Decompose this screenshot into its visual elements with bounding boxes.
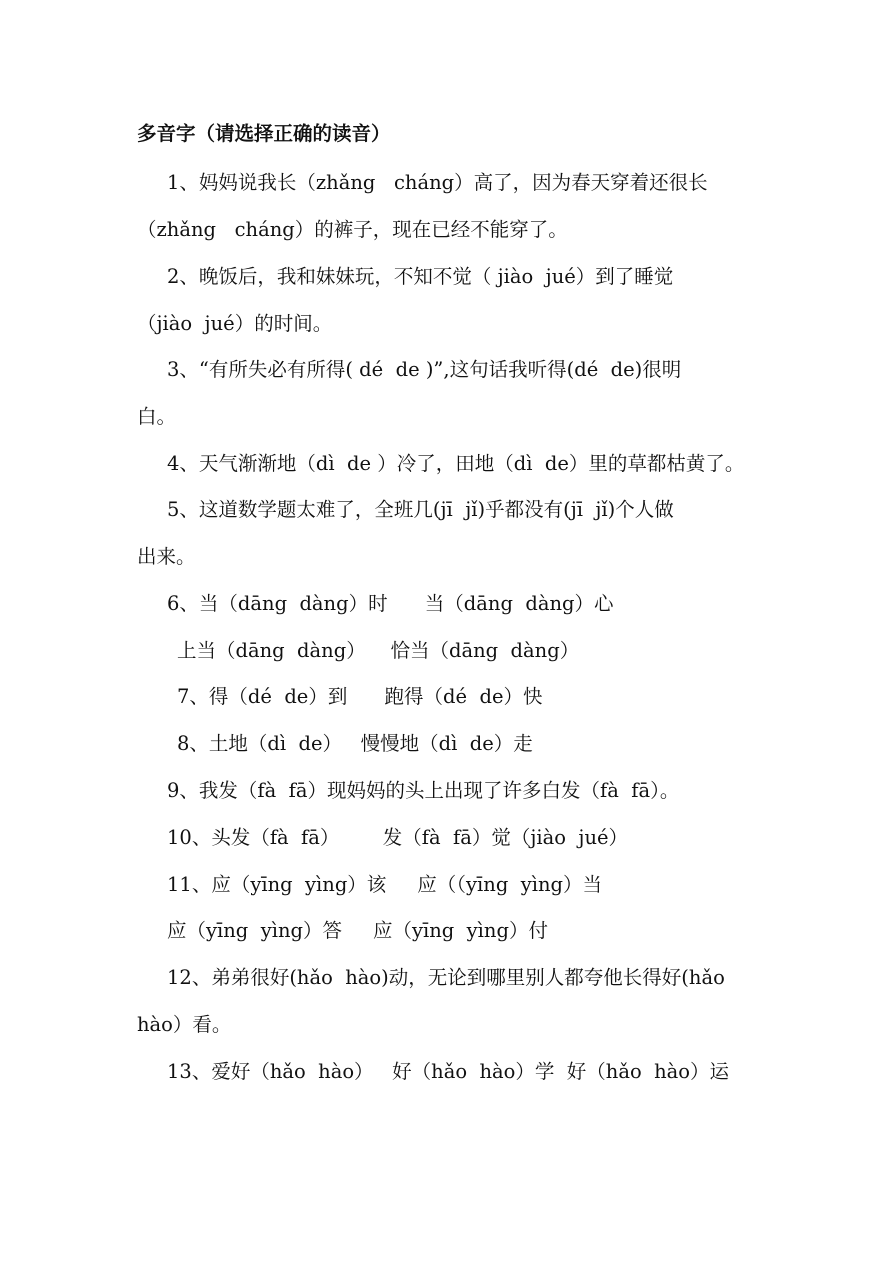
text-line: 8、土地（dì de） 慢慢地（dì de）走	[177, 732, 533, 755]
text-line: 1、妈妈说我长（zhǎng cháng）高了，因为春天穿着还很长	[167, 171, 708, 194]
text-line: 13、爱好（hǎo hào） 好（hǎo hào）学 好（hǎo hào）运	[167, 1060, 730, 1083]
text-line: 2、晚饭后，我和妹妹玩，不知不觉（ jiào jué）到了睡觉	[167, 265, 674, 288]
page-title: 多音字（请选择正确的读音）	[137, 122, 391, 145]
text-line: 7、得（dé de）到 跑得（dé de）快	[177, 685, 543, 708]
text-line: 上当（dāng dàng） 恰当（dāng dàng）	[177, 639, 580, 662]
text-line: 4、天气渐渐地（dì de ）冷了，田地（dì de）里的草都枯黄了。	[167, 452, 745, 475]
text-line: 3、“有所失必有所得( dé de )”,这句话我听得(dé de)很明	[167, 358, 682, 381]
text-line: 12、弟弟很好(hǎo hào)动，无论到哪里别人都夸他长得好(hǎo	[167, 966, 725, 989]
text-line: 白。	[137, 405, 177, 428]
text-line: hào）看。	[137, 1013, 232, 1036]
text-line: 应（yīng yìng）答 应（yīng yìng）付	[167, 919, 548, 942]
text-line: 11、应（yīng yìng）该 应（（yīng yìng）当	[167, 873, 603, 896]
text-line: 10、头发（fà fā） 发（fà fā）觉（jiào jué）	[167, 826, 629, 849]
text-line: 出来。	[137, 545, 196, 568]
text-line: 6、当（dāng dàng）时 当（dāng dàng）心	[167, 592, 614, 615]
text-line: 5、这道数学题太难了，全班几(jī jǐ)乎都没有(jī jǐ)个人做	[167, 498, 674, 521]
text-line: （jiào jué）的时间。	[137, 312, 333, 335]
text-line: 9、我发（fà fā）现妈妈的头上出现了许多白发（fà fā）。	[167, 779, 680, 802]
text-line: （zhǎng cháng）的裤子，现在已经不能穿了。	[137, 218, 568, 241]
